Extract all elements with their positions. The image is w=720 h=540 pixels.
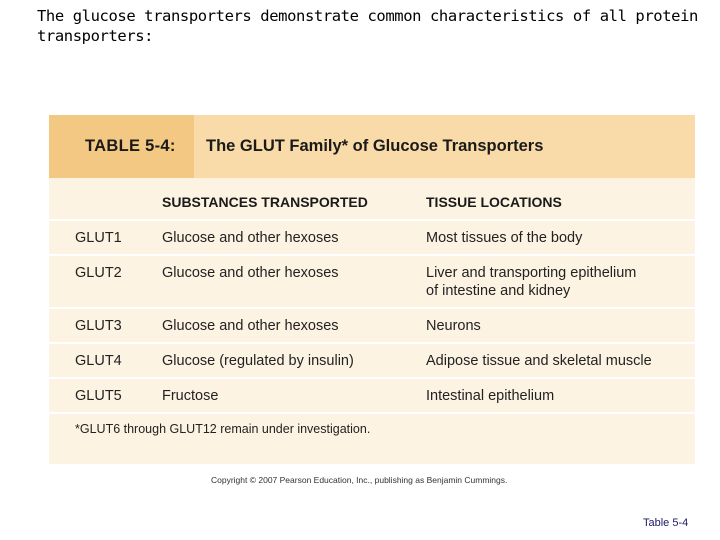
substances-cell: Glucose and other hexoses (162, 318, 339, 334)
transporter-name: GLUT5 (75, 388, 122, 404)
copyright-notice: Copyright © 2007 Pearson Education, Inc., publishing as Benjamin Cummings. (211, 475, 508, 485)
table-title: The GLUT Family* of Glucose Transporters (206, 137, 544, 155)
table-label-cell (49, 115, 194, 178)
table-header (49, 115, 695, 178)
row-divider (49, 342, 695, 344)
transporter-name: GLUT3 (75, 318, 122, 334)
glut-table (49, 115, 695, 464)
locations-cell: Intestinal epithelium (426, 388, 555, 404)
row-divider (49, 219, 695, 221)
table-label: TABLE 5-4: (85, 137, 176, 155)
transporter-name: GLUT1 (75, 230, 122, 246)
column-header-locations: TISSUE LOCATIONS (426, 194, 562, 210)
substances-cell: Glucose and other hexoses (162, 230, 339, 246)
row-divider (49, 377, 695, 379)
figure-caption: Table 5-4 (643, 517, 689, 529)
slide-heading: The glucose transporters demonstrate common characteristics of all protein transporters: (37, 7, 698, 45)
row-divider (49, 307, 695, 309)
locations-cell: Liver and transporting epithelium (426, 265, 637, 281)
locations-cell-continued: of intestine and kidney (426, 283, 571, 299)
transporter-name: GLUT2 (75, 265, 122, 281)
column-header-substances: SUBSTANCES TRANSPORTED (162, 194, 368, 210)
table-footnote: *GLUT6 through GLUT12 remain under investigation. (75, 422, 371, 436)
substances-cell: Glucose (regulated by insulin) (162, 353, 354, 369)
transporter-name: GLUT4 (75, 353, 122, 369)
locations-cell: Adipose tissue and skeletal muscle (426, 353, 652, 369)
row-divider (49, 254, 695, 256)
row-divider (49, 412, 695, 414)
substances-cell: Glucose and other hexoses (162, 265, 339, 281)
locations-cell: Neurons (426, 318, 481, 334)
substances-cell: Fructose (162, 388, 219, 404)
locations-cell: Most tissues of the body (426, 230, 583, 246)
